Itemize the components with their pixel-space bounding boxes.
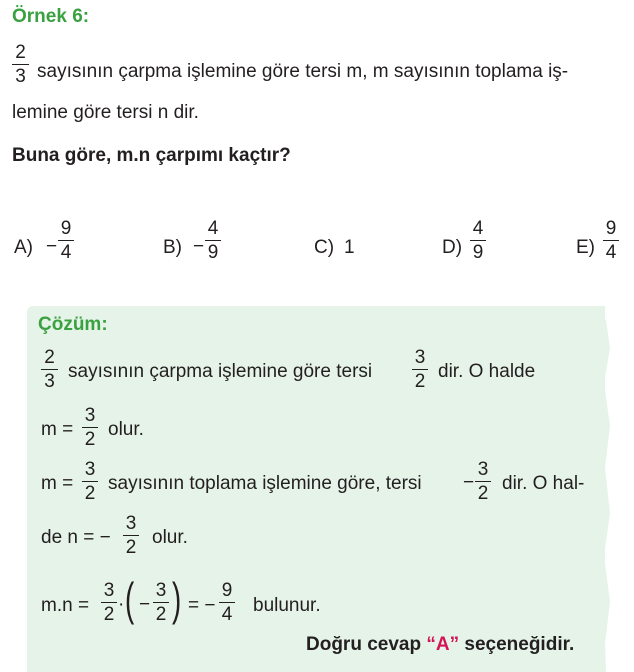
solution-l4-pre: de n = − [41, 527, 111, 548]
solution-l5-dot: · [118, 594, 125, 615]
solution-title: Çözüm: [38, 314, 108, 335]
option-d-fraction: 4 9 [470, 218, 486, 263]
option-c-value: 1 [344, 237, 355, 258]
solution-l5-tail: bulunur. [253, 595, 321, 616]
solution-l5-eq: = − [188, 595, 216, 616]
solution-l4-tail: olur. [152, 527, 188, 548]
solution-l5-fraction-1: 3 2 [101, 580, 117, 625]
question-fraction: 2 3 [12, 42, 29, 87]
close-paren: ) [172, 573, 182, 625]
solution-l3-fraction: 3 2 [82, 459, 98, 504]
option-a-fraction: 9 4 [58, 218, 74, 263]
answer-post: seçeneğidir. [459, 634, 575, 655]
answer-pre: Doğru cevap [306, 634, 427, 655]
option-b-label: B) [163, 237, 182, 258]
question-line-1: sayısının çarpma işlemine göre tersi m, m sayısının toplama iş- [37, 61, 569, 82]
solution-l4-fraction: 3 2 [123, 513, 139, 558]
question-line-2: lemine göre tersi n dir. [12, 102, 199, 123]
option-d-label: D) [442, 237, 463, 258]
solution-l2-fraction: 3 2 [82, 405, 98, 450]
solution-l3-pre: m = [41, 473, 74, 494]
solution-l1-fraction-2: 3 2 [412, 347, 428, 392]
solution-l1-fraction-1: 2 3 [41, 347, 58, 392]
option-b-sign: − [193, 236, 205, 257]
solution-l5-pre: m.n = [41, 595, 90, 616]
solution-l2-pre: m = [41, 419, 74, 440]
option-b-fraction: 4 9 [205, 218, 221, 263]
answer-letter: “A” [426, 634, 460, 655]
solution-l2-tail: olur. [108, 419, 144, 440]
answer-line [306, 634, 574, 656]
solution-l1-tail: dir. O halde [438, 361, 536, 382]
option-a-label: A) [14, 237, 33, 258]
option-e-label: E) [576, 237, 595, 258]
option-a-sign: − [46, 236, 58, 257]
solution-box-edge [600, 320, 610, 672]
question-prompt: Buna göre, m.n çarpımı kaçtır? [12, 145, 291, 166]
solution-l5-sign: − [139, 594, 151, 615]
solution-l3-text: sayısının toplama işlemine göre, tersi [108, 473, 422, 494]
open-paren: ( [125, 573, 135, 625]
solution-l3-sign: − [463, 472, 475, 493]
solution-l1-text: sayısının çarpma işlemine göre tersi [68, 361, 373, 382]
option-e-fraction: 9 4 [603, 218, 619, 263]
example-title: Örnek 6: [12, 6, 90, 27]
option-c-label: C) [314, 237, 335, 258]
solution-l5-fraction-2: 3 2 [153, 580, 169, 625]
solution-l3-tail: dir. O hal- [502, 473, 585, 494]
solution-l3-fraction-2: 3 2 [475, 459, 491, 504]
solution-l5-fraction-3: 9 4 [219, 580, 235, 625]
